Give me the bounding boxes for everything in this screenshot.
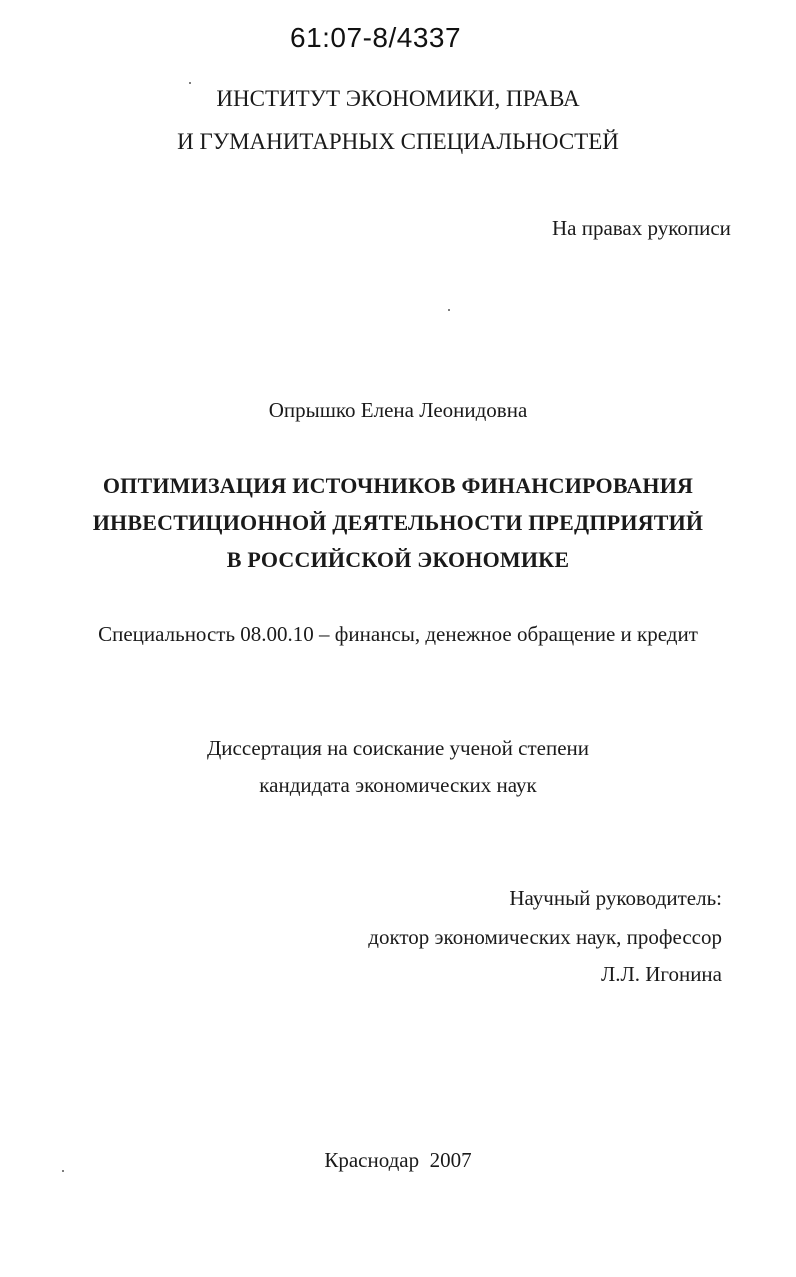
supervisor-label: Научный руководитель: [509, 886, 722, 910]
scan-speck [189, 82, 191, 84]
institute-name-line-1: ИНСТИТУТ ЭКОНОМИКИ, ПРАВА [216, 86, 580, 111]
specialty: Специальность 08.00.10 – финансы, денежное обращение и кредит [98, 622, 698, 646]
manuscript-rights-note: На правах рукописи [552, 216, 731, 240]
place-and-year: Краснодар 2007 [324, 1148, 472, 1172]
archive-code: 61:07-8/4337 [290, 22, 462, 53]
thesis-title-line-3: В РОССИЙСКОЙ ЭКОНОМИКЕ [226, 547, 570, 572]
institute-name-line-2: И ГУМАНИТАРНЫХ СПЕЦИАЛЬНОСТЕЙ [177, 129, 619, 154]
supervisor-degree: доктор экономических наук, профессор [368, 925, 722, 949]
thesis-title-line-1: ОПТИМИЗАЦИЯ ИСТОЧНИКОВ ФИНАНСИРОВАНИЯ [102, 473, 694, 498]
scan-speck [62, 1170, 64, 1172]
thesis-title-line-2: ИНВЕСТИЦИОННОЙ ДЕЯТЕЛЬНОСТИ ПРЕДПРИЯТИЙ [92, 510, 704, 535]
supervisor-name: Л.Л. Игонина [600, 962, 722, 986]
author-name: Опрышко Елена Леонидовна [268, 398, 528, 422]
scan-speck [448, 309, 450, 311]
dissertation-type-line-1: Диссертация на соискание ученой степени [206, 736, 590, 760]
dissertation-type-line-2: кандидата экономических наук [259, 773, 537, 797]
